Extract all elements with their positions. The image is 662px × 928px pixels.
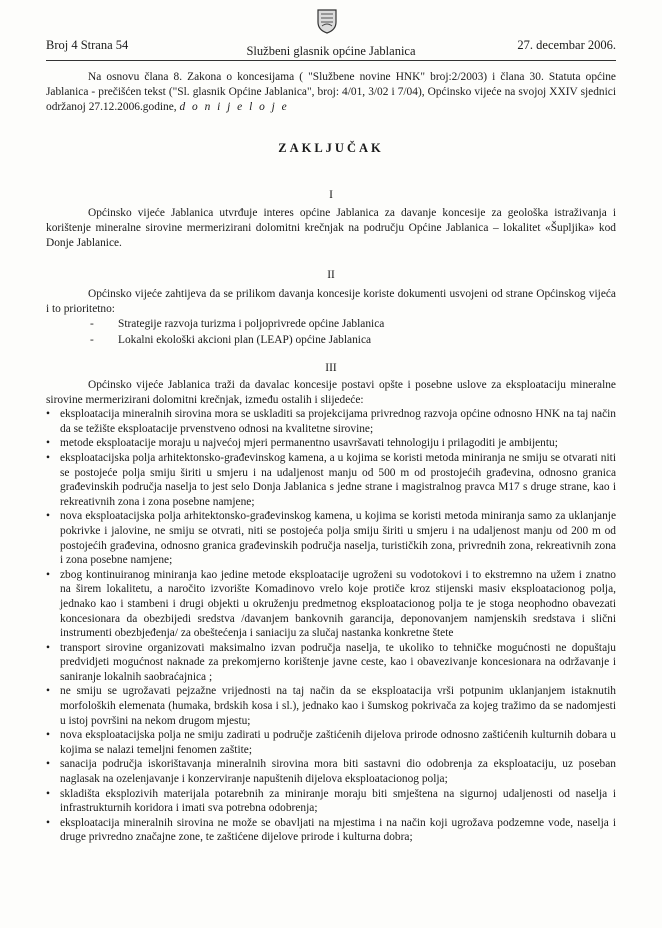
section-3-text: Općinsko vijeće Jablanica traži da davalac koncesije postavi opšte i posebne uslove za eksploataciju mineralne sirovine mermerizirani dolomitni krečnjak, između ostalih i slijedeće:	[46, 379, 616, 406]
list-item: • metode eksploatacije moraju u najvećoj mjeri permanentno usavršavati tehnologiju i prilagoditi je ambijentu;	[46, 437, 558, 450]
section-3	[46, 378, 616, 845]
list-item: • skladišta eksplozivih materijala potarebnih za miniranje moraju biti smještena na sigurnoj udaljenosti od naselja i infrastrukturnih koridora i imati sva potrebna odobrenja;	[46, 787, 616, 815]
list-item: • nova eksploatacijska polja arhitektonsko-građevinskog kamena, u kojima se koristi metoda miniranja samo za uklanjanje pokrivke i jalovine, ne smiju se otvrati, niti se postojeća polja smiju širiti u smjeru i na udaljenost manju od 200 m od postojećih građevina, odnosno granica građevinskih područja naselja, turističkih zona, privrednih zona, rekreativnih zona i zona posebne namjene;	[46, 510, 616, 567]
page-number: Broj 4 Strana 54	[46, 38, 129, 52]
section-numeral-1: I	[329, 189, 333, 201]
list-item: • zbog kontinuiranog miniranja kao jedine metode eksploatacije ugroženi su vodotokovi i to ekstremno na užem i znatno na širem lokalitetu, a naročito izvorište Komadinovo vrelo koje protiče kroz stijenski masiv eksploatacionog polja, jednako kao i stambeni i drugi objekti u okruženju predmetnog eksploatacionog polja te je stoga neophodno obavezati koncesionara da obezbijedi sredstva /davanjem bankovnih garancija, deponovanjem namjenskih sredstava i slični instrumenti obezbjeđenja/ za obeštećenja i saniaciju za slučaj nastanka konkretne štete	[46, 568, 616, 640]
list-item: - Strategije razvoja turizma i poljoprivrede općine Jablanica	[90, 318, 385, 331]
coat-of-arms-icon	[316, 8, 338, 34]
section-2	[46, 287, 616, 348]
list-item: - Lokalni ekološki akcioni plan (LEAP) općine Jablanica	[90, 333, 372, 346]
section-1-text: Općinsko vijeće Jablanica utvrđuje interes općine Jablanica za davanje koncesije za geološka istraživanja i korištenje mineralne sirovine mermerizirani dolomitni krečnjak na području Općine Jablanica – lokalitet «Šupljika» kod Donje Jablanice.	[46, 207, 616, 250]
list-item: • eksploatacija mineralnih sirovina mora se uskladiti sa projekcijama privrednog razvoja općine odnosno HNK na taj način da se težište eksploatacije prvenstveno odnosi na kvalitetne sirovine;	[46, 408, 616, 435]
list-item: • ne smiju se ugrožavati pejzažne vrijednosti na taj način da se eksploatacija vrši potpunim uklanjanjem istaknutih morfoloških elemenata (humaka, brdskih kosa i sl.), jednako kao i šumskog pokrivača za kojeg tražimo da se nadomjesti u istoj površini na nekom drugom mjestu;	[46, 685, 616, 727]
conditions-list	[46, 407, 616, 845]
list-item: • eksploatacija mineralnih sirovina ne može se obavljati na mjestima i na način koji ugrožava podzemne vode, naselja i druge privredno značajne zone, te zaštićene dijelove prirode i kulturna dobra;	[46, 816, 616, 844]
list-item: • transport sirovine organizovati maksimalno izvan područja naselja, te ukoliko to tehničke mogućnosti ne dopuštaju predvidjeti mogućnost naknade za prekomjerno korištenje javne ceste, kao i obavezivanje koncesionara na održavanje i saniranje lokalnih saobraćajnica ;	[46, 641, 616, 683]
priority-documents-list	[46, 317, 616, 347]
list-item: • eksploatacijska polja arhitektonsko-građevinskog kamena, a u kojima se koristi metoda miniranja ne smiju se otvarati niti se postojeće polja smiju širiti u smjeru i na udaljenost manju od 500 m od prostojećih građevina, odnosno granica građevinskih područja naselja to jest selo Donja Jablanica s jedne strane i magistralnog pravca M17 s druge strane, kao i rekreativnih zona i zona posebne namjene;	[46, 451, 616, 508]
list-item: • sanacija područja iskorištavanja mineralnih sirovina mora biti sastavni dio odobrenja za eksploataciju, uz poseban naglasak na ozelenjavanje i konzerviranje napuštenih dijelova eksploatacionog polja;	[46, 758, 616, 786]
document-title: ZAKLJUČAK	[278, 141, 384, 155]
list-item: • nova eksploatacijska polja ne smiju zadirati u područje zaštićenih dijelova prirode odnosno zaštićenih kulturnih dobara u kojima se nalazi temeljni fenomen zaštite;	[46, 729, 616, 756]
preamble	[46, 70, 616, 116]
issue-date: 27. decembar 2006.	[517, 38, 616, 52]
publication-title: Službeni glasnik općine Jablanica	[246, 44, 416, 58]
section-2-text: Općinsko vijeće zahtijeva da se prilikom davanja koncesije koriste dokumenti usvojeni od strane Općinskog vijeća i to prioritetno:	[46, 288, 616, 316]
section-numeral-2: II	[327, 269, 335, 281]
header-divider	[46, 60, 616, 61]
preamble-emphasis: d o n i j e l o j e	[179, 101, 289, 114]
section-numeral-3: III	[325, 362, 337, 374]
preamble-text: Na osnovu člana 8. Zakona o koncesijama ( "Službene novine HNK" broj:2/2003) i člana 30. Statuta općine Jablanica - prečišćen tekst ("Sl. glasnik Općine Jablanica", broj: 4/01, 3/02 i 7/04), Općinsko vijeće na svojoj XXIV sjednici održanoj 27.12.2006.godine,	[46, 71, 616, 114]
